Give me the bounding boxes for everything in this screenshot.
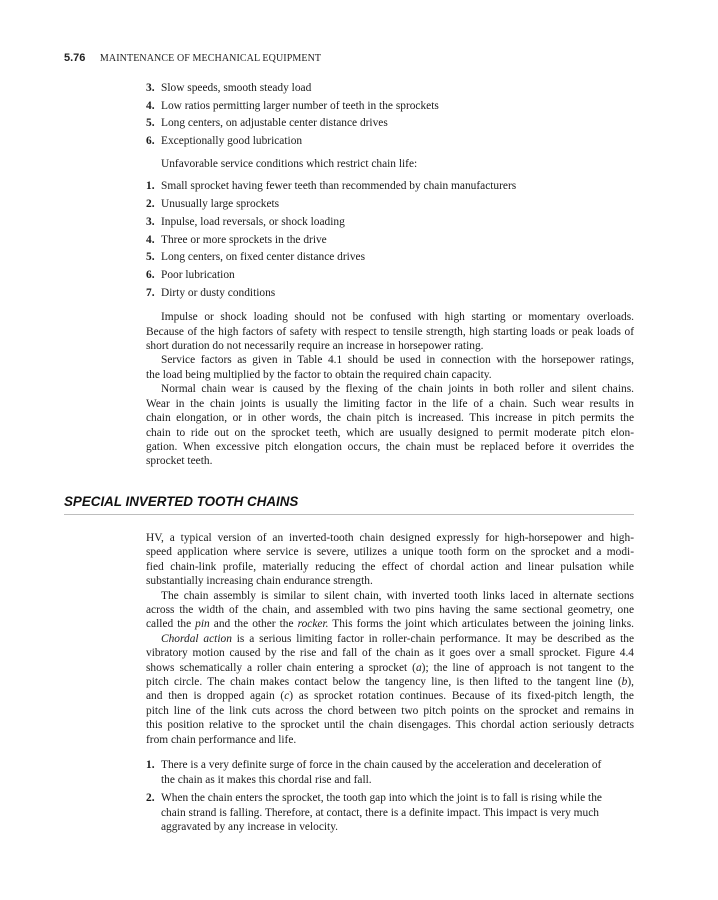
list-item: 2. When the chain enters the sprocket, the tooth gap into which the joint is to fall is rising while the chain strand is falling. Therefore, at contact, there is a definite impact. This impact is very much aggravated by any increase in velocity. (146, 792, 602, 834)
paragraph-hv: HV, a typical version of an inverted-tooth chain designed expressly for high-horsepower and high- speed application where service is severe, utilizes a unique tooth form on the sprocket and a modi- fied chain-link profile, materially reducing the effect of chordal action and linear pulsation while substantially increasing chain endurance strength. (146, 532, 634, 588)
chordal-action-term: Chordal action (161, 632, 232, 645)
list-item: 1. Small sprocket having fewer teeth than recommended by chain manufacturers (146, 180, 517, 193)
list-item: 1. There is a very definite surge of force in the chain caused by the acceleration and deceleration of the chain as it makes this chordal rise and fall. (146, 759, 602, 786)
section-title: SPECIAL INVERTED TOOTH CHAINS (64, 494, 299, 509)
running-header (64, 52, 321, 64)
unfavorable-conditions-list (146, 178, 634, 302)
running-title: MAINTENANCE OF MECHANICAL EQUIPMENT (99, 53, 322, 64)
list-item: 6. Exceptionally good lubrication (146, 135, 303, 148)
list-item: 2. Unusually large sprockets (146, 198, 280, 211)
paragraph-chordal-action: Chordal action is a serious limiting factor in roller-chain performance. It may be described as the vibratory motion caused by the rise and fall of the chain as it goes over a small sprocket. Figure 4.4 shows schematically a roller chain entering a sprocket (a); the line of approach is not tangent to the pitch circle. The chain makes contact below the tangency line, is then lifted to the tangent line (b), and then is dropped again (c) as sprocket rotation continues. Because of its fixed-pitch length, the pitch line of the link cuts across the chord between two pitch points on the sprocket and remains in this position relative to the sprocket until the chain disengages. This chordal action seriously detracts from chain performance and life. (146, 632, 634, 746)
list-item: 4. Low ratios permitting larger number of teeth in the sprockets (146, 99, 439, 112)
list-item: 3. Slow speeds, smooth steady load (146, 82, 312, 94)
upper-text-block (146, 80, 634, 469)
paragraph-impulse: Impulse or shock loading should not be confused with high starting or momentary overloads. Because of the high factors of safety with respect to tensile strength, high starting loads or peak loads of short duration do not necessarily require an increase in horsepower rating. (146, 311, 634, 353)
list-item: 4. Three or more sprockets in the drive (146, 233, 327, 246)
lower-text-block (146, 531, 634, 835)
paragraph-service-factors: Service factors as given in Table 4.1 should be used in connection with the horsepower ratings, the load being multiplied by the factor to obtain the required chain capacity. (146, 354, 634, 381)
list-item: 5. Long centers, on fixed center distance drives (146, 251, 366, 264)
section-rule (64, 514, 634, 515)
list-item: 6. Poor lubrication (146, 268, 235, 281)
list-item: 5. Long centers, on adjustable center distance drives (146, 117, 388, 130)
unfavorable-intro: Unfavorable service conditions which restrict chain life: (161, 157, 418, 170)
page-number: 5.76 (64, 52, 86, 64)
list-item: 7. Dirty or dusty conditions (146, 286, 276, 299)
paragraph-assembly: The chain assembly is similar to silent chain, with inverted tooth links laced in alternate sections across the width of the chain, and assembled with two pins having the same sectional geometry, one called the pin and the other the rocker. This forms the joint which articulates between the joining links. (146, 589, 634, 631)
chordal-effects-list (146, 758, 634, 835)
paragraph-chain-wear: Normal chain wear is caused by the flexing of the chain joints in both roller and silent chains. Wear in the chain joints is usually the limiting factor in the life of a chain. Such wear results in chain elongation, or in other words, the chain pitch is increased. This increase in pitch permits the chain to ride out on the sprocket teeth, which are usually designed to permit moderate pitch elon- gation. When excessive pitch elongation occurs, the chain must be replaced before it overrides the sprocket teeth. (146, 383, 634, 468)
favorable-conditions-list (146, 80, 634, 151)
list-item: 3. Inpulse, load reversals, or shock loading (146, 215, 345, 228)
